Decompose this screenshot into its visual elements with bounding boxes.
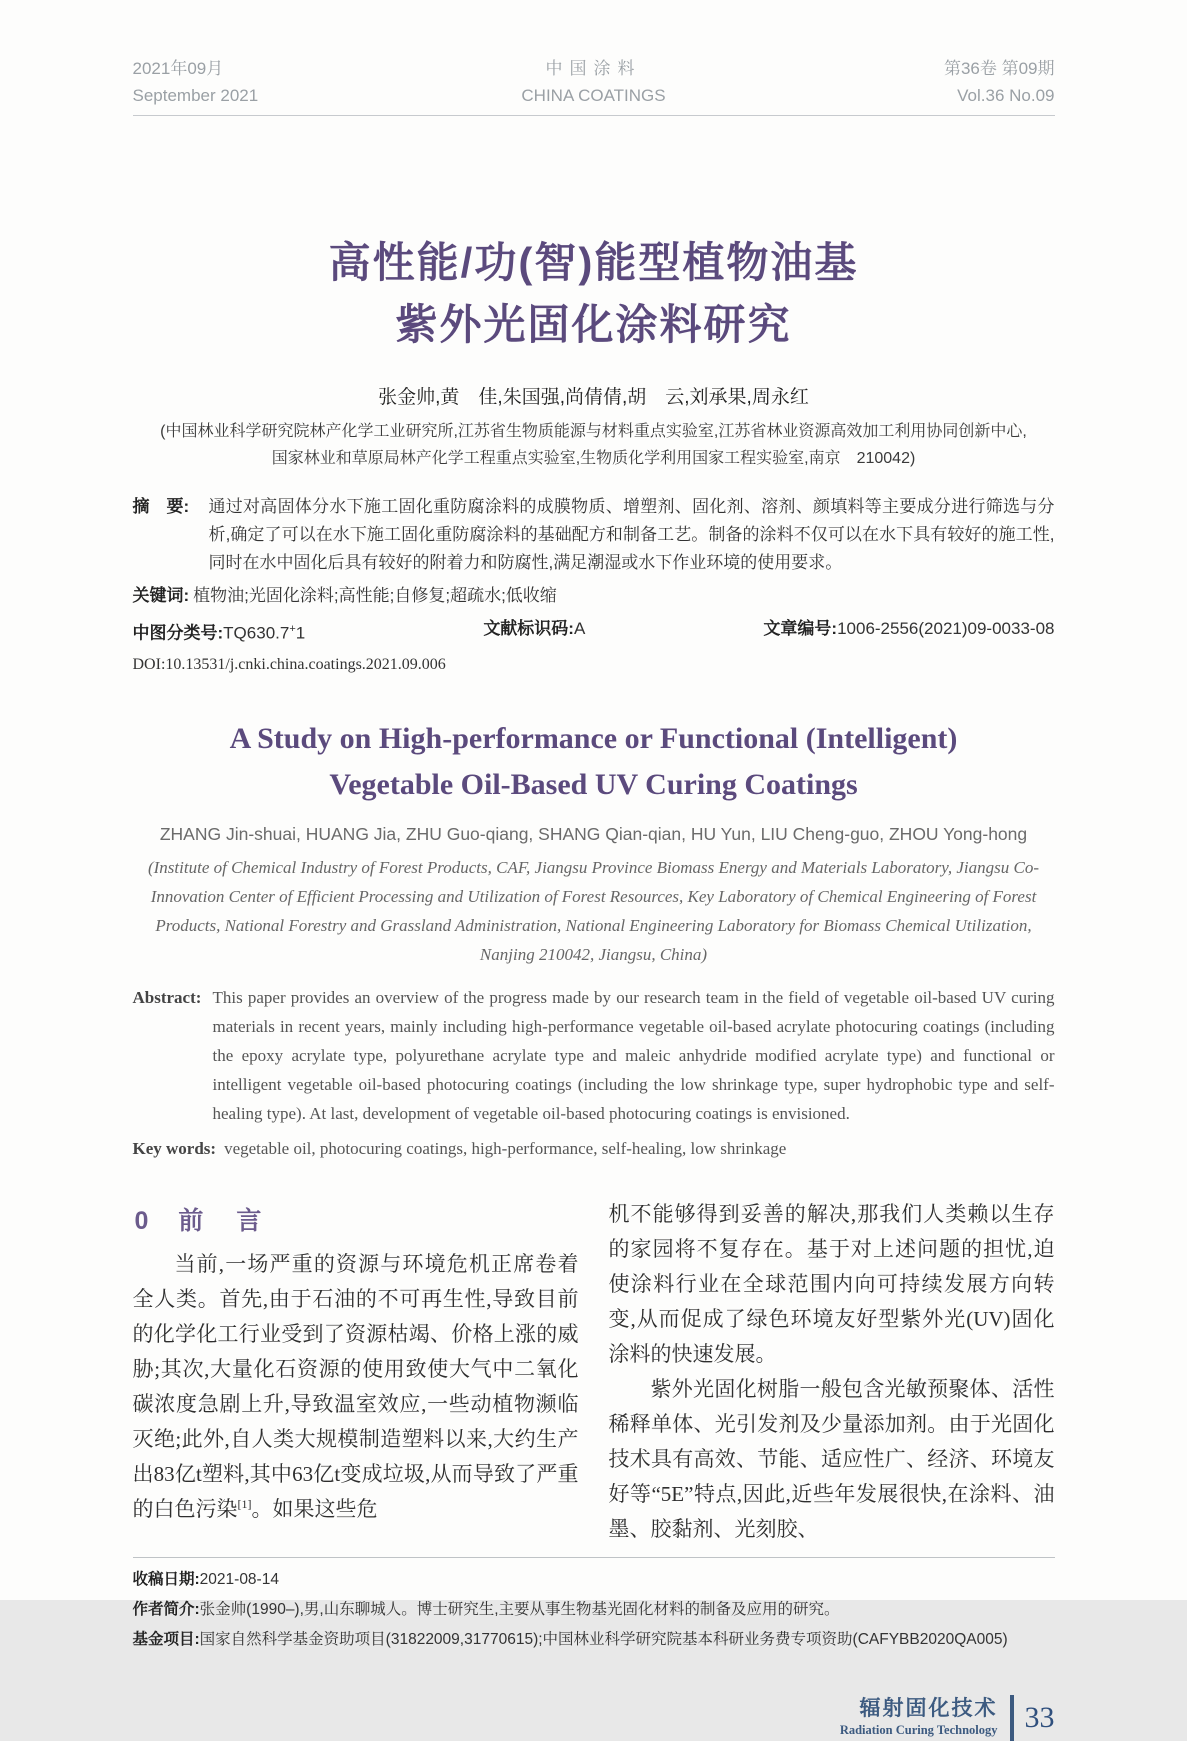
keywords-zh-text: 植物油;光固化涂料;高性能;自修复;超疏水;低收缩 — [193, 586, 557, 605]
body-column-left — [133, 1197, 579, 1547]
doi: DOI:10.13531/j.cnki.china.coatings.2021.09.006 — [132, 655, 446, 673]
section-0-number: 0 — [134, 1206, 149, 1235]
page-footer — [133, 1695, 1055, 1741]
clc-value: TQ630.7 — [223, 623, 290, 643]
body-column-right — [609, 1197, 1055, 1547]
keywords-zh — [133, 582, 1055, 610]
footnote-bio-text: 张金帅(1990–),男,山东聊城人。博士研究生,主要从事生物基光固化材料的制备及应用的研究。 — [199, 1600, 840, 1618]
header-journal-name — [441, 55, 745, 109]
footnote-received-label: 收稿日期: — [132, 1570, 200, 1588]
header-issue-zh: 第36卷 第09期 — [943, 59, 1055, 78]
footer-column-brand — [840, 1697, 998, 1739]
document-code-label: 文献标识码: — [483, 619, 574, 638]
footnote-author-bio — [133, 1595, 1055, 1625]
classification-row — [133, 616, 1055, 647]
citation-ref-1: [1] — [237, 1496, 252, 1511]
abstract-en-text: This paper provides an overview of the progress made by our research team in the field of vegetable oil-based UV curing materials in recent years, mainly including high-performance vegetable oil-based acrylate photocuring coatings (including the epoxy acrylate type, polyurethane acrylate type and maleic anhydride modified acrylate type) and functional or intelligent vegetable oil-based photocuring coatings (including the low shrinkage type, super hydrophobic type and self-healing type). At last, development of vegetable oil-based photocuring coatings is envisioned. — [212, 987, 1055, 1123]
intro-paragraph-2: 紫外光固化树脂一般包含光敏预聚体、活性稀释单体、光引发剂及少量添加剂。由于光固化技术具有高效、节能、适应性广、经济、环境友好等“5E”特点,因此,近些年发展很快,在涂料、油墨、胶黏剂、光刻胶、 — [608, 1376, 1055, 1541]
affiliation-zh-line2: 国家林业和草原局林产化学工程重点实验室,生物质化学利用国家工程实验室,南京 210042) — [271, 450, 916, 467]
journal-header — [133, 55, 1055, 116]
article-title-en-line2: Vegetable Oil-Based UV Curing Coatings — [329, 767, 858, 801]
article-title-zh-line1: 高性能/功(智)能型植物油基 — [328, 239, 859, 286]
abstract-en — [133, 983, 1055, 1128]
affiliation-zh — [133, 418, 1055, 472]
footnote-funding-label: 基金项目: — [132, 1630, 200, 1648]
affiliation-zh-line1: (中国林业科学研究院林产化学工业研究所,江苏省生物质能源与材料重点实验室,江苏省林业资源高效加工利用协同创新中心, — [160, 423, 1027, 440]
footnote-funding — [133, 1625, 1055, 1655]
clc-label: 中图分类号: — [132, 623, 224, 643]
footnote-received-date — [133, 1565, 1055, 1595]
article-title-zh — [133, 232, 1055, 356]
footer-brand-en: Radiation Curing Technology — [839, 1722, 998, 1737]
journal-name-en: CHINA COATINGS — [521, 86, 666, 105]
article-id — [763, 616, 1054, 647]
article-id-value: 1006-2556(2021)09-0033-08 — [837, 619, 1055, 638]
keywords-en-label: Key words: — [132, 1138, 217, 1158]
intro-paragraph-1-tail: 。如果这些危 — [251, 1496, 378, 1521]
keywords-en — [133, 1134, 1055, 1163]
clc-number — [133, 616, 306, 647]
header-issue-en: Vol.36 No.09 — [957, 86, 1055, 105]
footer-brand-zh: 辐射固化技术 — [859, 1696, 998, 1720]
article-title-en — [133, 716, 1055, 808]
affiliation-en: (Institute of Chemical Industry of Forest Products, CAF, Jiangsu Province Biomass Energy and Materials Laboratory, Jiangsu Co-Innovation Center of Efficient Processing and Utilization of Forest Resources, Key Laboratory of Chemical Engineering of Forest Products, National Forestry and Grassland Administration, National Engineering Laboratory for Biomass Chemical Utilization, Nanjing 210042, Jiangsu, China) — [147, 857, 1039, 964]
page-content — [133, 0, 1055, 1741]
footnotes — [133, 1558, 1055, 1655]
section-0-heading — [135, 1201, 579, 1237]
abstract-zh — [133, 493, 1055, 577]
document-code — [483, 616, 585, 647]
abstract-zh-text: 通过对高固体分水下施工固化重防腐涂料的成膜物质、增塑剂、固化剂、溶剂、颜填料等主要成分进行筛选与分析,确定了可以在水下施工固化重防腐涂料的基础配方和制备工艺。制备的涂料不仅可以在水下具有较好的施工性,同时在水中固化后具有较好的附着力和防腐性,满足潮湿或水下作业环境的使用要求。 — [208, 497, 1055, 572]
footnote-bio-label: 作者简介: — [132, 1600, 200, 1618]
section-0-title: 前 言 — [178, 1206, 266, 1235]
article-id-label: 文章编号: — [763, 619, 838, 638]
article-title-zh-line2: 紫外光固化涂料研究 — [395, 301, 792, 348]
header-date-en: September 2021 — [132, 86, 259, 105]
authors-en: ZHANG Jin-shuai, HUANG Jia, ZHU Guo-qiang, SHANG Qian-qian, HU Yun, LIU Cheng-guo, ZHOU Yong-hong — [159, 823, 1028, 844]
document-code-value: A — [573, 619, 586, 638]
footnote-received-text: 2021-08-14 — [199, 1570, 279, 1588]
clc-tail: 1 — [295, 623, 306, 643]
article-title-en-line1: A Study on High-performance or Functional (Intelligent) — [229, 721, 958, 755]
journal-name-zh: 中国涂料 — [545, 59, 642, 78]
header-issue — [750, 55, 1054, 109]
authors-zh: 张金帅,黄 佳,朱国强,尚倩倩,胡 云,刘承果,周永红 — [378, 387, 809, 408]
abstract-en-label: Abstract: — [132, 987, 202, 1007]
header-date-zh: 2021年09月 — [132, 59, 224, 78]
keywords-zh-label: 关键词: — [132, 586, 190, 605]
page-number: 33 — [1024, 1700, 1055, 1734]
clc-superscript: + — [289, 623, 296, 635]
intro-paragraph-1 — [133, 1247, 579, 1527]
keywords-en-text: vegetable oil, photocuring coatings, high-performance, self-healing, low shrinkage — [224, 1138, 787, 1158]
intro-paragraph-1-text: 当前,一场严重的资源与环境危机正席卷着全人类。首先,由于石油的不可再生性,导致目前的化学化工行业受到了资源枯竭、价格上涨的威胁;其次,大量化石资源的使用致使大气中二氧化碳浓度急剧上升,导致温室效应,一些动植物濒临灭绝;此外,自人类大规模制造塑料以来,大约生产出83亿t塑料,其中63亿t变成垃圾,从而导致了严重的白色污染 — [132, 1251, 579, 1521]
intro-paragraph-1-continued: 机不能够得到妥善的解决,那我们人类赖以生存的家园将不复存在。基于对上述问题的担忧,迫使涂料行业在全球范围内向可持续发展方向转变,从而促成了绿色环境友好型紫外光(UV)固化涂料的快速发展。 — [608, 1201, 1055, 1366]
header-date — [133, 55, 437, 109]
body-two-columns — [133, 1197, 1055, 1547]
footnote-funding-text: 国家自然科学基金资助项目(31822009,31770615);中国林业科学研究院基本科研业务费专项资助(CAFYBB2020QA005) — [199, 1630, 1008, 1648]
footer-divider-bar — [1010, 1695, 1014, 1741]
abstract-zh-label: 摘 要: — [132, 497, 190, 516]
